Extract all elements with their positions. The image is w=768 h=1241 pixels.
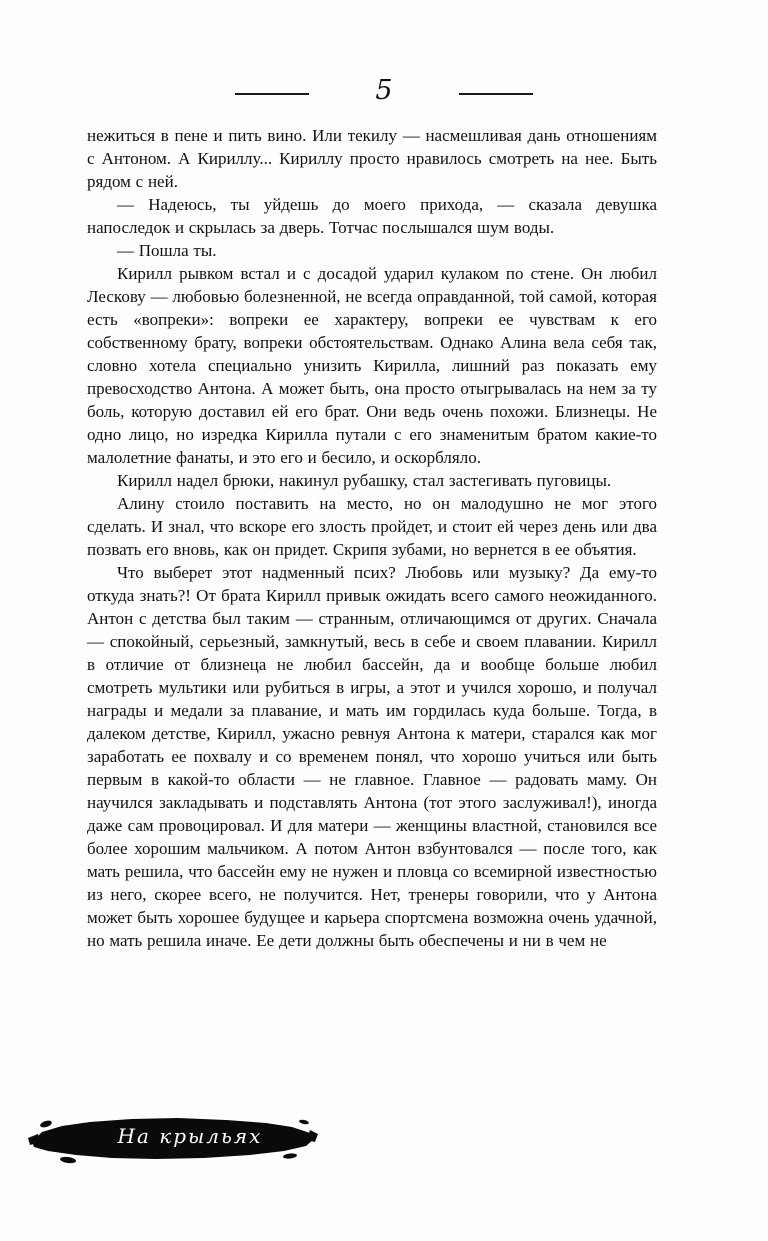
header-right-rule [459,93,533,95]
body-text [87,124,657,952]
series-banner [28,1112,318,1168]
paragraph: Кирилл рывком встал и с досадой ударил кулаком по стене. Он любил Лескову — любовью болезненной, не всегда оправданной, той самой, которая есть «вопреки»: вопреки ее характеру, вопреки ее чувствам к его собственному брату, вопреки обстоятельствам. Однако Алина вела себя так, словно хотела специально унизить Кирилла, лишний раз показать ему превосходство Антона. А может быть, она просто отыгрывалась на нем за ту боль, которую доставил ей его брат. Они ведь очень похожи. Близнецы. Не одно лицо, но изредка Кирилла путали с его знаменитым братом какие-то малолетние фанаты, и это его и бесило, и оскорбляло. [87,264,657,467]
paragraph: — Пошла ты. [117,241,217,260]
header-left-rule [235,93,309,95]
paragraph: Алину стоило поставить на место, но он малодушно не мог этого сделать. И знал, что вскоре его злость пройдет, и стоит ей через день или два позвать его вновь, как он придет. Скрипя зубами, но вернется в ее объятия. [87,494,657,559]
page-header [0,75,768,107]
paragraph: нежиться в пене и пить вино. Или текилу — насмешливая дань отношениям с Антоном. А Кириллу... Кириллу просто нравилось смотреть на нее. Быть рядом с ней. [87,126,657,191]
paragraph: — Надеюсь, ты уйдешь до моего прихода, — сказала девушка напоследок и скрылась за дверь. Тотчас послышался шум воды. [87,195,657,237]
paragraph: Что выберет этот надменный псих? Любовь или музыку? Да ему-то откуда знать?! От брата Кирилл привык ожидать всего самого неожиданного. Антон с детства был таким — странным, отличающимся от других. Сначала — спокойный, серьезный, замкнутый, весь в себе и своем плавании. Кирилл в отличие от близнеца не любил бассейн, да и вообще больше любил смотреть мультики или рубиться в игры, а этот и учился хорошо, и получал награды и медали за плавание, и мать им гордилась куда больше. Тогда, в далеком детстве, Кирилл, ужасно ревнуя Антона к матери, старался как мог заработать ее похвалу и со временем понял, что хорошо учиться или быть первым в какой-то области — не главное. Главное — радовать маму. Он научился закладывать и подставлять Антона (тот этого заслуживал!), иногда даже сам провоцировал. И для матери — женщины властной, становился все более хорошим мальчиком. А потом Антон взбунтовался — после того, как мать решила, что бассейн ему не нужен и пловца со всемирной известностью из него, скорее всего, не получится. Нет, тренеры говорили, что у Антона может быть хорошее будущее и карьера спортсмена возможна очень удачной, но мать решила иначе. Ее дети должны быть обеспечены и ни в чем не [87,563,657,950]
page-number: 5 [375,75,393,106]
paragraph: Кирилл надел брюки, накинул рубашку, стал застегивать пуговицы. [117,471,612,490]
series-title: На крыльях [117,1124,263,1148]
